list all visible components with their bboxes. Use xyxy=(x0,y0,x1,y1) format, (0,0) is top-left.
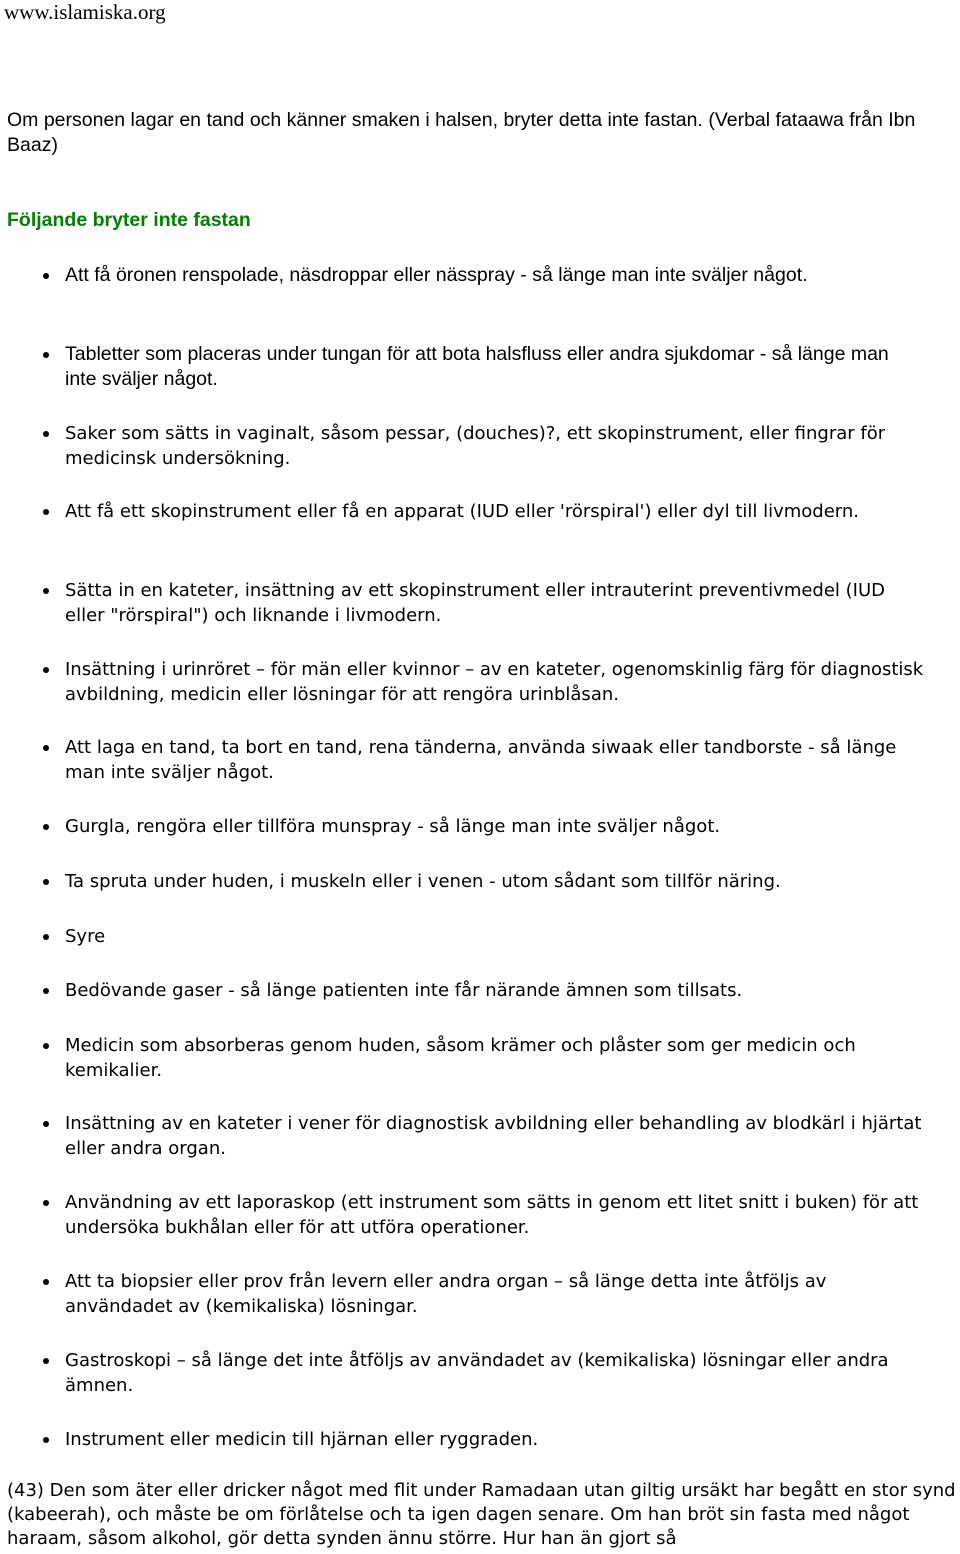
list-item-text: Syre xyxy=(65,926,106,947)
bullet-icon xyxy=(43,273,49,279)
list-item xyxy=(65,499,925,524)
bullet-icon xyxy=(43,745,49,751)
bullet-icon xyxy=(43,1279,49,1285)
bullet-icon xyxy=(43,352,49,358)
list-item xyxy=(65,1111,925,1161)
list-item-text: Gurgla, rengöra eller tillföra munspray - så länge man inte sväljer något. xyxy=(65,816,721,837)
list-item-text: Insättning i urinröret – för män eller kvinnor – av en kateter, ogenomskinlig färg för diagnostisk avbildning, medicin eller lösningar för att rengöra urinblåsan. xyxy=(65,659,924,705)
bullet-icon xyxy=(43,1358,49,1364)
bullet-icon xyxy=(43,1121,49,1127)
list-item-text: Insättning av en kateter i vener för diagnostisk avbildning eller behandling av blodkärl i hjärtat eller andra organ. xyxy=(65,1113,922,1159)
bullet-icon xyxy=(43,1437,49,1443)
list-item xyxy=(65,1348,925,1398)
bottom-paragraph: (43) Den som äter eller dricker något med flit under Ramadaan utan giltig ursäkt har begått en stor synd (kabeerah), och måste be om förlåtelse och ta igen dagen senare. Om han bröt sin fasta med något haraam, såsom alkohol, gör detta synden ännu större. Hur han än gjort så xyxy=(7,1480,956,1549)
bullet-icon xyxy=(43,667,49,673)
list-item xyxy=(65,657,925,707)
list-item xyxy=(65,1033,925,1083)
list-item xyxy=(65,869,925,894)
list-item xyxy=(65,263,925,288)
list-item-text: Medicin som absorberas genom huden, såsom krämer och plåster som ger medicin och kemikalier. xyxy=(65,1035,856,1081)
list-item-text: Att få ett skopinstrument eller få en apparat (IUD eller 'rörspiral') eller dyl till livmodern. xyxy=(65,501,859,522)
list-item-text: Sätta in en kateter, insättning av ett skopinstrument eller intrauterint preventivmedel (IUD eller "rörspiral") och liknande i livmodern. xyxy=(65,580,886,626)
list-item-text: Gastroskopi – så länge det inte åtföljs av användadet av (kemikaliska) lösningar eller andra ämnen. xyxy=(65,1350,889,1396)
bullet-icon xyxy=(43,934,49,940)
bullet-icon xyxy=(43,988,49,994)
list-item-text: Användning av ett laporaskop (ett instrument som sätts in genom ett litet snitt i buken) för att undersöka bukhålan eller för att utföra operationer. xyxy=(65,1192,919,1238)
list-item-text: Tabletter som placeras under tungan för att bota halsfluss eller andra sjukdomar - så länge man inte sväljer något. xyxy=(65,343,889,390)
bullet-icon xyxy=(43,879,49,885)
list-item-text: Ta spruta under huden, i muskeln eller i venen - utom sådant som tillför näring. xyxy=(65,871,781,892)
bullet-icon xyxy=(43,588,49,594)
bullet-icon xyxy=(43,431,49,437)
list-item xyxy=(65,342,925,392)
list-item-text: Att få öronen renspolade, näsdroppar eller nässpray - så länge man inte sväljer något. xyxy=(65,264,808,286)
section-heading: Följande bryter inte fastan xyxy=(7,209,251,231)
site-url: www.islamiska.org xyxy=(4,0,166,24)
list-item xyxy=(65,924,925,949)
list-item xyxy=(65,578,925,628)
list-item xyxy=(65,735,925,785)
bullet-icon xyxy=(43,509,49,515)
list-item xyxy=(65,1427,925,1452)
bullet-icon xyxy=(43,1043,49,1049)
bullet-icon xyxy=(43,1200,49,1206)
list-item-text: Saker som sätts in vaginalt, såsom pessar, (douches)?, ett skopinstrument, eller fingrar för medicinsk undersökning. xyxy=(65,423,886,469)
list-item xyxy=(65,421,925,471)
list-item xyxy=(65,1190,925,1240)
intro-paragraph: Om personen lagar en tand och känner smaken i halsen, bryter detta inte fastan. (Verbal fataawa från Ibn Baaz) xyxy=(7,109,916,156)
list-item-text: Instrument eller medicin till hjärnan eller ryggraden. xyxy=(65,1429,539,1450)
bullet-icon xyxy=(43,824,49,830)
list-item xyxy=(65,1269,925,1319)
list-item-text: Att ta biopsier eller prov från levern eller andra organ – så länge detta inte åtföljs av användadet av (kemikaliska) lösningar. xyxy=(65,1271,827,1317)
list-item-text: Att laga en tand, ta bort en tand, rena tänderna, använda siwaak eller tandborste - så länge man inte sväljer något. xyxy=(65,737,897,783)
list-item-text: Bedövande gaser - så länge patienten inte får närande ämnen som tillsats. xyxy=(65,980,743,1001)
list-item xyxy=(65,978,925,1003)
list-item xyxy=(65,814,925,839)
